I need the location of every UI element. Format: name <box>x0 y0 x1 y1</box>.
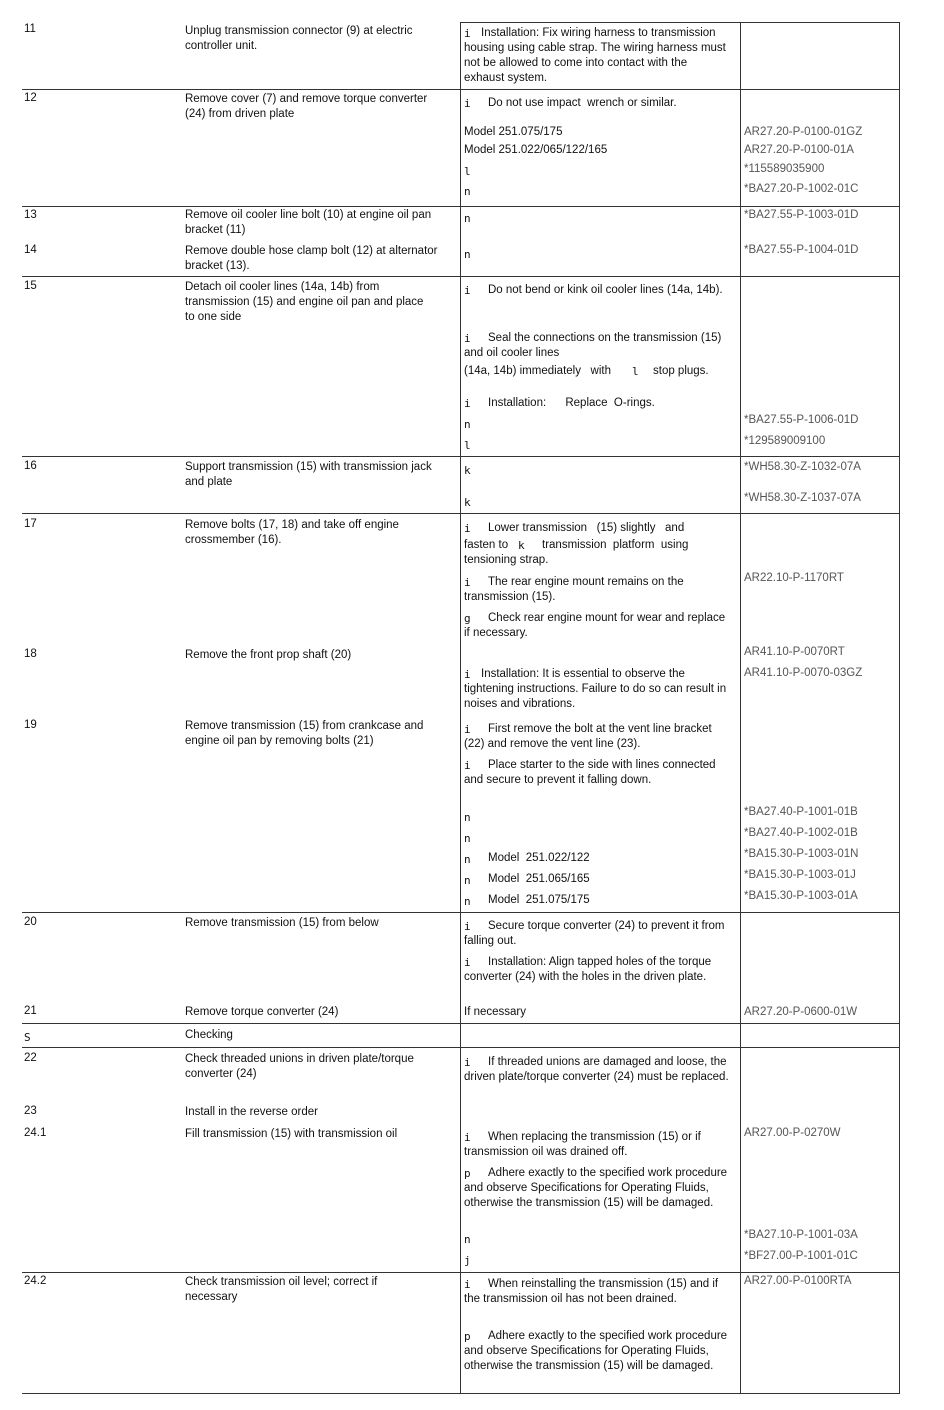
step-note: Seal the connections on the transmission (15) and oil cooler lines <box>464 332 722 359</box>
info-icon: i <box>464 522 471 535</box>
model-label: Model 251.075/175 <box>488 894 590 906</box>
step-number: 11 <box>24 23 36 35</box>
reference-link[interactable]: *129589009100 <box>744 435 826 447</box>
step-action: Unplug transmission connector (9) at electric controller unit. <box>185 25 413 52</box>
special-tool-icon: l <box>632 365 639 378</box>
step-number: 13 <box>24 209 37 221</box>
special-tool-icon: l <box>464 439 471 452</box>
step-note: Installation: Align tapped holes of the torque converter (24) with the holes in the driven plate. <box>464 956 712 983</box>
info-icon: i <box>464 920 471 933</box>
torque-icon: n <box>464 832 471 845</box>
reference-link[interactable]: *BA27.55-P-1003-01D <box>744 209 859 221</box>
step-number: 21 <box>24 1005 37 1017</box>
reference-link[interactable]: *BF27.00-P-1001-01C <box>744 1250 858 1262</box>
reference-link[interactable]: *BA27.10-P-1001-03A <box>744 1229 858 1241</box>
step-note: If necessary <box>464 1006 526 1018</box>
torque-icon: n <box>464 895 471 908</box>
info-icon: i <box>464 1131 471 1144</box>
reference-link[interactable]: AR27.00-P-0270W <box>744 1127 841 1139</box>
step-number: 20 <box>24 916 37 928</box>
row-divider <box>460 22 900 23</box>
step-action: Remove torque converter (24) <box>185 1006 339 1018</box>
info-icon: i <box>464 284 471 297</box>
column-divider <box>740 22 741 1394</box>
section-heading: Checking <box>185 1029 233 1041</box>
row-divider <box>22 1023 900 1024</box>
step-note: Secure torque converter (24) to prevent it from falling out. <box>464 920 725 947</box>
step-note: First remove the bolt at the vent line bracket (22) and remove the vent line (23). <box>464 723 712 750</box>
reference-link[interactable]: *BA27.40-P-1001-01B <box>744 806 858 818</box>
step-number: 19 <box>24 719 37 731</box>
model-label: Model 251.075/175 <box>464 126 563 138</box>
step-note: When reinstalling the transmission (15) and if the transmission oil has not been drained. <box>464 1278 719 1305</box>
info-icon: i <box>464 668 471 681</box>
row-divider <box>22 206 900 207</box>
step-note: stop plugs. <box>653 365 709 377</box>
step-action: Remove transmission (15) from crankcase and engine oil pan by removing bolts (21) <box>185 720 424 747</box>
row-divider <box>22 513 900 514</box>
step-note: Installation: It is essential to observe the tightening instructions. Failure to do so can result in noises and vibrations. <box>464 668 727 710</box>
row-divider <box>22 89 900 90</box>
step-action: Detach oil cooler lines (14a, 14b) from transmission (15) and engine oil pan and place to one side <box>185 281 424 323</box>
step-note: fasten to <box>464 539 509 551</box>
torque-icon: n <box>464 418 471 431</box>
warning-icon: p <box>464 1330 471 1343</box>
check-icon: g <box>464 612 471 625</box>
reference-link[interactable]: *BA27.55-P-1006-01D <box>744 414 859 426</box>
step-action: Remove cover (7) and remove torque converter (24) from driven plate <box>185 93 428 120</box>
info-icon: i <box>464 97 471 110</box>
torque-icon: n <box>464 212 471 225</box>
info-icon: i <box>464 397 471 410</box>
jack-icon: k <box>464 464 471 477</box>
info-icon: i <box>464 723 471 736</box>
row-divider <box>22 276 900 277</box>
jack-icon: k <box>464 496 471 509</box>
reference-link[interactable]: *115589035900 <box>744 163 825 175</box>
reference-link[interactable]: *BA15.30-P-1003-01J <box>744 869 856 881</box>
step-note: transmission platform using <box>542 539 689 551</box>
info-icon: i <box>464 759 471 772</box>
step-number: 23 <box>24 1105 37 1117</box>
jack-icon: k <box>518 539 525 552</box>
info-icon: i <box>464 27 471 40</box>
column-divider <box>460 22 461 1394</box>
step-number: 15 <box>24 280 37 292</box>
step-number: 17 <box>24 518 37 530</box>
reference-link[interactable]: *BA27.20-P-1002-01C <box>744 183 859 195</box>
torque-icon: n <box>464 1233 471 1246</box>
step-note: Check rear engine mount for wear and replace if necessary. <box>464 612 726 639</box>
reference-link[interactable]: *BA27.55-P-1004-01D <box>744 244 859 256</box>
torque-icon: n <box>464 811 471 824</box>
step-note: When replacing the transmission (15) or if transmission oil was drained off. <box>464 1131 701 1158</box>
step-action: Remove bolts (17, 18) and take off engine crossmember (16). <box>185 519 399 546</box>
step-number: 14 <box>24 244 37 256</box>
reference-link[interactable]: AR22.10-P-1170RT <box>744 572 844 584</box>
step-action: Remove double hose clamp bolt (12) at alternator bracket (13). <box>185 245 438 272</box>
reference-link[interactable]: AR27.20-P-0600-01W <box>744 1006 858 1018</box>
step-note: Adhere exactly to the specified work procedure and observe Specifications for Operating Fluids, otherwise the transmission (15) will be damaged. <box>464 1167 728 1209</box>
step-note: Lower transmission (15) slightly and <box>488 522 685 534</box>
model-label: Model 251.022/065/122/165 <box>464 144 608 156</box>
step-action: Install in the reverse order <box>185 1106 318 1118</box>
row-divider <box>22 1047 900 1048</box>
reference-link[interactable]: *BA27.40-P-1002-01B <box>744 827 858 839</box>
row-divider <box>22 1393 900 1394</box>
step-action: Remove transmission (15) from below <box>185 917 379 929</box>
reference-link[interactable]: AR27.20-P-0100-01GZ <box>744 126 863 138</box>
step-number: 16 <box>24 460 37 472</box>
step-note: Do not bend or kink oil cooler lines (14a, 14b). <box>488 284 723 296</box>
warning-icon: p <box>464 1167 471 1180</box>
step-note: tensioning strap. <box>464 554 549 566</box>
row-divider <box>22 456 900 457</box>
step-action: Remove oil cooler line bolt (10) at engine oil pan bracket (11) <box>185 209 432 236</box>
step-note: (14a, 14b) immediately with <box>464 365 612 377</box>
step-note: The rear engine mount remains on the transmission (15). <box>464 576 684 603</box>
reference-link[interactable]: *WH58.30-Z-1037-07A <box>744 492 861 504</box>
step-note: Place starter to the side with lines connected and secure to prevent it falling down. <box>464 759 716 786</box>
special-tool-icon: l <box>464 165 471 178</box>
model-label: Model 251.022/122 <box>488 852 590 864</box>
info-icon: i <box>464 956 471 969</box>
step-number: 24.1 <box>24 1127 47 1139</box>
step-action: Fill transmission (15) with transmission oil <box>185 1128 398 1140</box>
step-note: Do not use impact wrench or similar. <box>488 97 677 109</box>
step-number: 18 <box>24 648 37 660</box>
info-icon: i <box>464 1056 471 1069</box>
reference-link[interactable]: AR41.10-P-0070RT <box>744 646 845 658</box>
torque-icon: n <box>464 248 471 261</box>
reference-link[interactable]: AR41.10-P-0070-03GZ <box>744 667 863 679</box>
fluid-icon: j <box>464 1254 471 1267</box>
info-icon: i <box>464 1278 471 1291</box>
step-action: Support transmission (15) with transmission jack and plate <box>185 461 432 488</box>
section-icon: S <box>24 1031 31 1044</box>
step-action: Remove the front prop shaft (20) <box>185 649 352 661</box>
torque-icon: n <box>464 853 471 866</box>
model-label: Model 251.065/165 <box>488 873 590 885</box>
step-note: Installation: Fix wiring harness to transmission housing using cable strap. The wiring harness must not be allowed to come into contact with the exhaust system. <box>464 27 726 84</box>
row-divider <box>22 1272 900 1273</box>
step-number: 24.2 <box>24 1275 47 1287</box>
torque-icon: n <box>464 874 471 887</box>
reference-link[interactable]: AR27.00-P-0100RTA <box>744 1275 852 1287</box>
column-divider <box>899 22 900 1394</box>
reference-link[interactable]: *BA15.30-P-1003-01N <box>744 848 859 860</box>
step-number: 12 <box>24 92 37 104</box>
step-note: Installation: Replace O-rings. <box>488 397 655 409</box>
step-action: Check transmission oil level; correct if necessary <box>185 1276 378 1303</box>
info-icon: i <box>464 332 471 345</box>
reference-link[interactable]: *WH58.30-Z-1032-07A <box>744 461 861 473</box>
torque-icon: n <box>464 185 471 198</box>
row-divider <box>22 912 900 913</box>
reference-link[interactable]: AR27.20-P-0100-01A <box>744 144 854 156</box>
step-action: Check threaded unions in driven plate/torque converter (24) <box>185 1053 414 1080</box>
step-number: 22 <box>24 1052 37 1064</box>
step-note: If threaded unions are damaged and loose, the driven plate/torque converter (24) must be replaced. <box>464 1056 729 1083</box>
reference-link[interactable]: *BA15.30-P-1003-01A <box>744 890 858 902</box>
step-note: Adhere exactly to the specified work procedure and observe Specifications for Operating Fluids, otherwise the transmission (15) will be damaged. <box>464 1330 728 1372</box>
info-icon: i <box>464 576 471 589</box>
